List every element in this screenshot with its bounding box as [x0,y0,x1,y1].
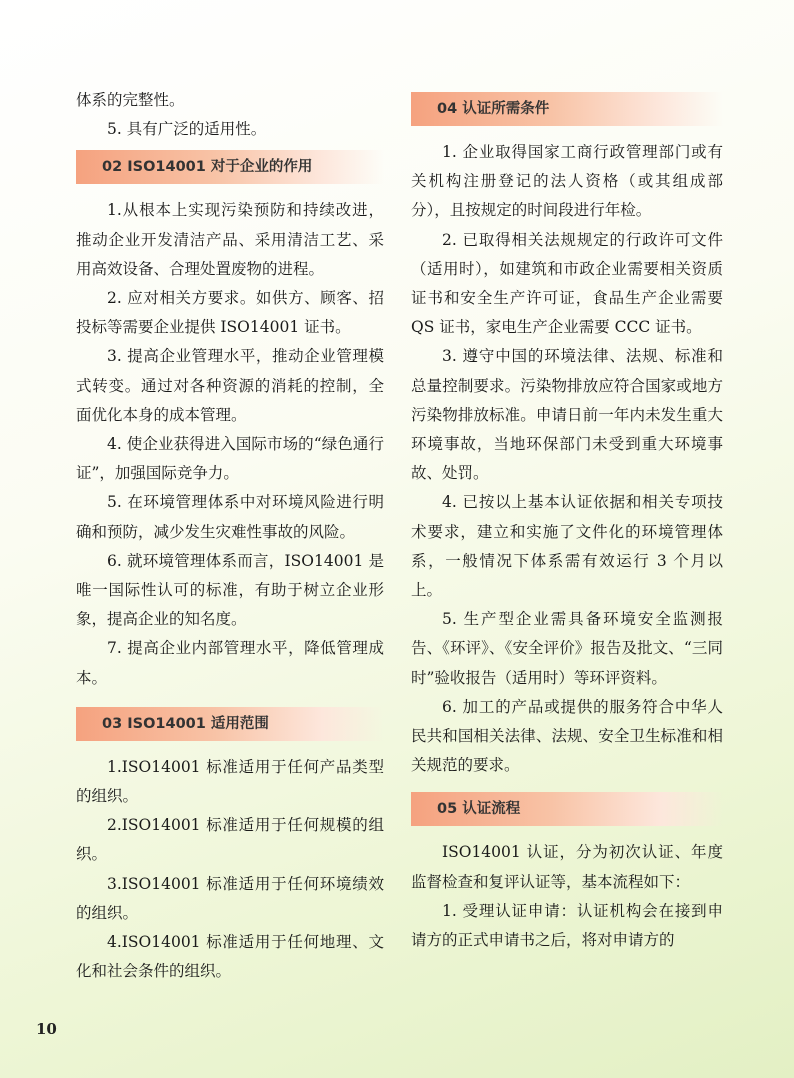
paragraph: 5. 生产型企业需具备环境安全监测报告、《环评》、《安全评价》报告及批文、“三同时”验收报告（适用时）等环评资料。 [411,610,723,687]
paragraph: 5. 具有广泛的适用性。 [107,120,267,139]
paragraph: 6. 就环境管理体系而言，ISO14001 是唯一国际性认可的标准，有助于树立企业形象，提高企业的知名度。 [76,551,384,629]
paragraph: 2. 应对相关方要求。如供方、顾客、招投标等需要企业提供 ISO14001 证书。 [76,289,384,337]
paragraph: 3. 遵守中国的环境法律、法规、标准和总量控制要求。污染物排放应符合国家或地方污染物排放标准。申请日前一年内未发生重大环境事故，当地环保部门未受到重大环境事故、处罚。 [411,347,723,483]
paragraph: 2. 已取得相关法规规定的行政许可文件（适用时），如建筑和市政企业需要相关资质证书和安全生产许可证，食品生产企业需要 QS 证书，家电生产企业需要 CCC 证书。 [411,230,723,337]
left-column [76,86,384,986]
paragraph: 3. 提高企业管理水平，推动企业管理模式转变。通过对各种资源的消耗的控制，全面优化本身的成本管理。 [76,347,384,424]
section-heading-02: 02 ISO14001 对于企业的作用 [76,150,384,184]
paragraph: 1.ISO14001 标准适用于任何产品类型的组织。 [76,757,384,806]
paragraph: 1. 受理认证申请：认证机构会在接到申请方的正式申请书之后，将对申请方的 [411,901,723,950]
paragraph: 5. 在环境管理体系中对环境风险进行明确和预防，减少发生灾难性事故的风险。 [76,493,384,541]
paragraph: 7. 提高企业内部管理水平，降低管理成本。 [76,639,384,687]
paragraph: 6. 加工的产品或提供的服务符合中华人民共和国相关法律、法规、安全卫生标准和相关规范的要求。 [411,697,723,775]
paragraph: 3.ISO14001 标准适用于任何环境绩效的组织。 [76,874,384,922]
paragraph: ISO14001 认证，分为初次认证、年度监督检查和复评认证等，基本流程如下： [411,843,723,891]
paragraph: 体系的完整性。 [76,91,185,109]
section-heading-04: 04 认证所需条件 [411,92,723,126]
paragraph: 1. 企业取得国家工商行政管理部门或有关机构注册登记的法人资格（或其组成部分），且按规定的时间段进行年检。 [411,143,723,220]
paragraph: 4. 已按以上基本认证依据和相关专项技术要求，建立和实施了文件化的环境管理体系，一般情况下体系需有效运行 3 个月以上。 [411,493,723,600]
paragraph: 4. 使企业获得进入国际市场的“绿色通行证”，加强国际竞争力。 [76,435,384,483]
page-number: 10 [36,1020,57,1038]
paragraph: 2.ISO14001 标准适用于任何规模的组织。 [76,816,384,864]
paragraph: 1.从根本上实现污染预防和持续改进，推动企业开发清洁产品、采用清洁工艺、采用高效设备、合理处置废物的进程。 [76,201,384,278]
section-heading-05: 05 认证流程 [411,792,723,826]
right-column [411,92,723,955]
paragraph: 4.ISO14001 标准适用于任何地理、文化和社会条件的组织。 [76,933,384,981]
section-heading-03: 03 ISO14001 适用范围 [76,707,384,741]
